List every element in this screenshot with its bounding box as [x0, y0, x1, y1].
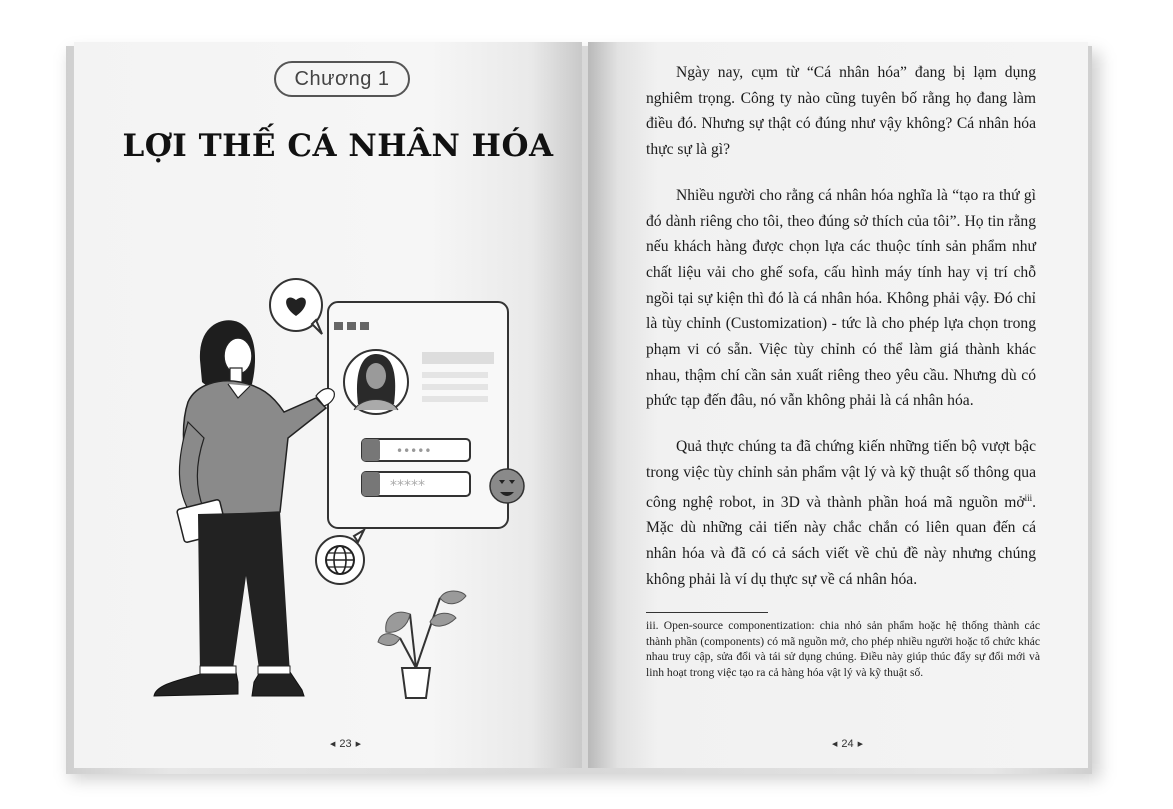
globe-icon — [316, 530, 364, 584]
page-number-right-value: 24 — [841, 738, 854, 750]
page-number-right — [828, 738, 867, 750]
woman-figure — [154, 320, 334, 696]
password-mask-2: ***** — [390, 478, 425, 494]
chapter-illustration — [140, 272, 560, 712]
arrow-left-icon: ◀ — [832, 741, 838, 748]
body-text — [646, 60, 1036, 613]
paragraph-1: Ngày nay, cụm từ “Cá nhân hóa” đang bị lạm dụng nghiêm trọng. Công ty nào cũng tuyên bố rằng họ đang làm điều đó. Nhưng sự thật có đúng như vậy không? Cá nhân hóa thực sự là gì? — [646, 64, 1036, 159]
password-mask-1: ••••• — [396, 444, 432, 458]
paragraph-2: Nhiều người cho rằng cá nhân hóa nghĩa là “tạo ra thứ gì đó dành riêng cho tôi, theo đúng sở thích của tôi”. Họ tin rằng nếu khách hàng được chọn lựa các thuộc tính sản phẩm như chất liệu vải cho ghế sofa, cấu hình máy tính hay vị trí chỗ ngồi tại sự kiện thì đó là cá nhân hóa. Không phải vậy. Đó chỉ là tùy chỉnh (Customization) - tức là cho phép lựa chọn trong phạm vi có sẵn. Việc tùy chỉnh có thể làm giá thành khác nhau, thậm chí cần sản xuất riêng theo yêu cầu. Nhưng dù có phức tạp đến đâu, nó vẫn không phải là cá nhân hóa. — [646, 186, 1036, 410]
profile-window — [328, 302, 508, 528]
footnote: iii. Open-source componentization: chia nhỏ sản phẩm hoặc hệ thống thành các thành phần (components) có mã nguồn mở, cho phép nhiều người hoặc tổ chức khác nhau truy cập, sửa đổi và tái sử dụng chúng. Điều này giúp thúc đẩy sự đổi mới và linh hoạt trong việc tạo ra cả hàng hóa vật lý và kỹ thuật số. — [646, 619, 1040, 679]
heart-icon — [270, 279, 322, 334]
page-number-left — [326, 738, 365, 750]
paragraph-3-text-end: . Mặc dù những cải tiến này chắc chắn có liên quan đến cá nhân hóa và đã có cả sách viết về chủ đề này nhưng chúng không phải là ví dụ thực sự về cá nhân hóa. — [646, 493, 1036, 588]
arrow-left-icon: ◀ — [330, 741, 336, 748]
paragraph-3 — [646, 434, 1036, 592]
paragraph-3-text: Quả thực chúng ta đã chứng kiến những tiến bộ vượt bậc trong việc tùy chỉnh sản phẩm vật lý và kỹ thuật số thông qua công nghệ robot, in 3D và thành phần hoá mã nguồn mở — [646, 438, 1036, 511]
arrow-right-icon: ▶ — [857, 741, 864, 748]
page-number-left-value: 23 — [339, 738, 352, 750]
arrow-right-icon: ▶ — [355, 741, 362, 748]
footnote-rule — [646, 612, 768, 613]
footnote-ref: iii — [1024, 492, 1033, 503]
smiley-heart-eyes-icon — [490, 469, 524, 503]
password-field-1 — [362, 439, 470, 461]
chapter-label: Chương 1 — [274, 61, 410, 97]
chapter-title: LỢI THẾ CÁ NHÂN HÓA — [122, 128, 554, 164]
user-avatar-icon — [344, 350, 408, 414]
plant-icon — [378, 591, 466, 698]
password-field-2 — [362, 472, 470, 496]
